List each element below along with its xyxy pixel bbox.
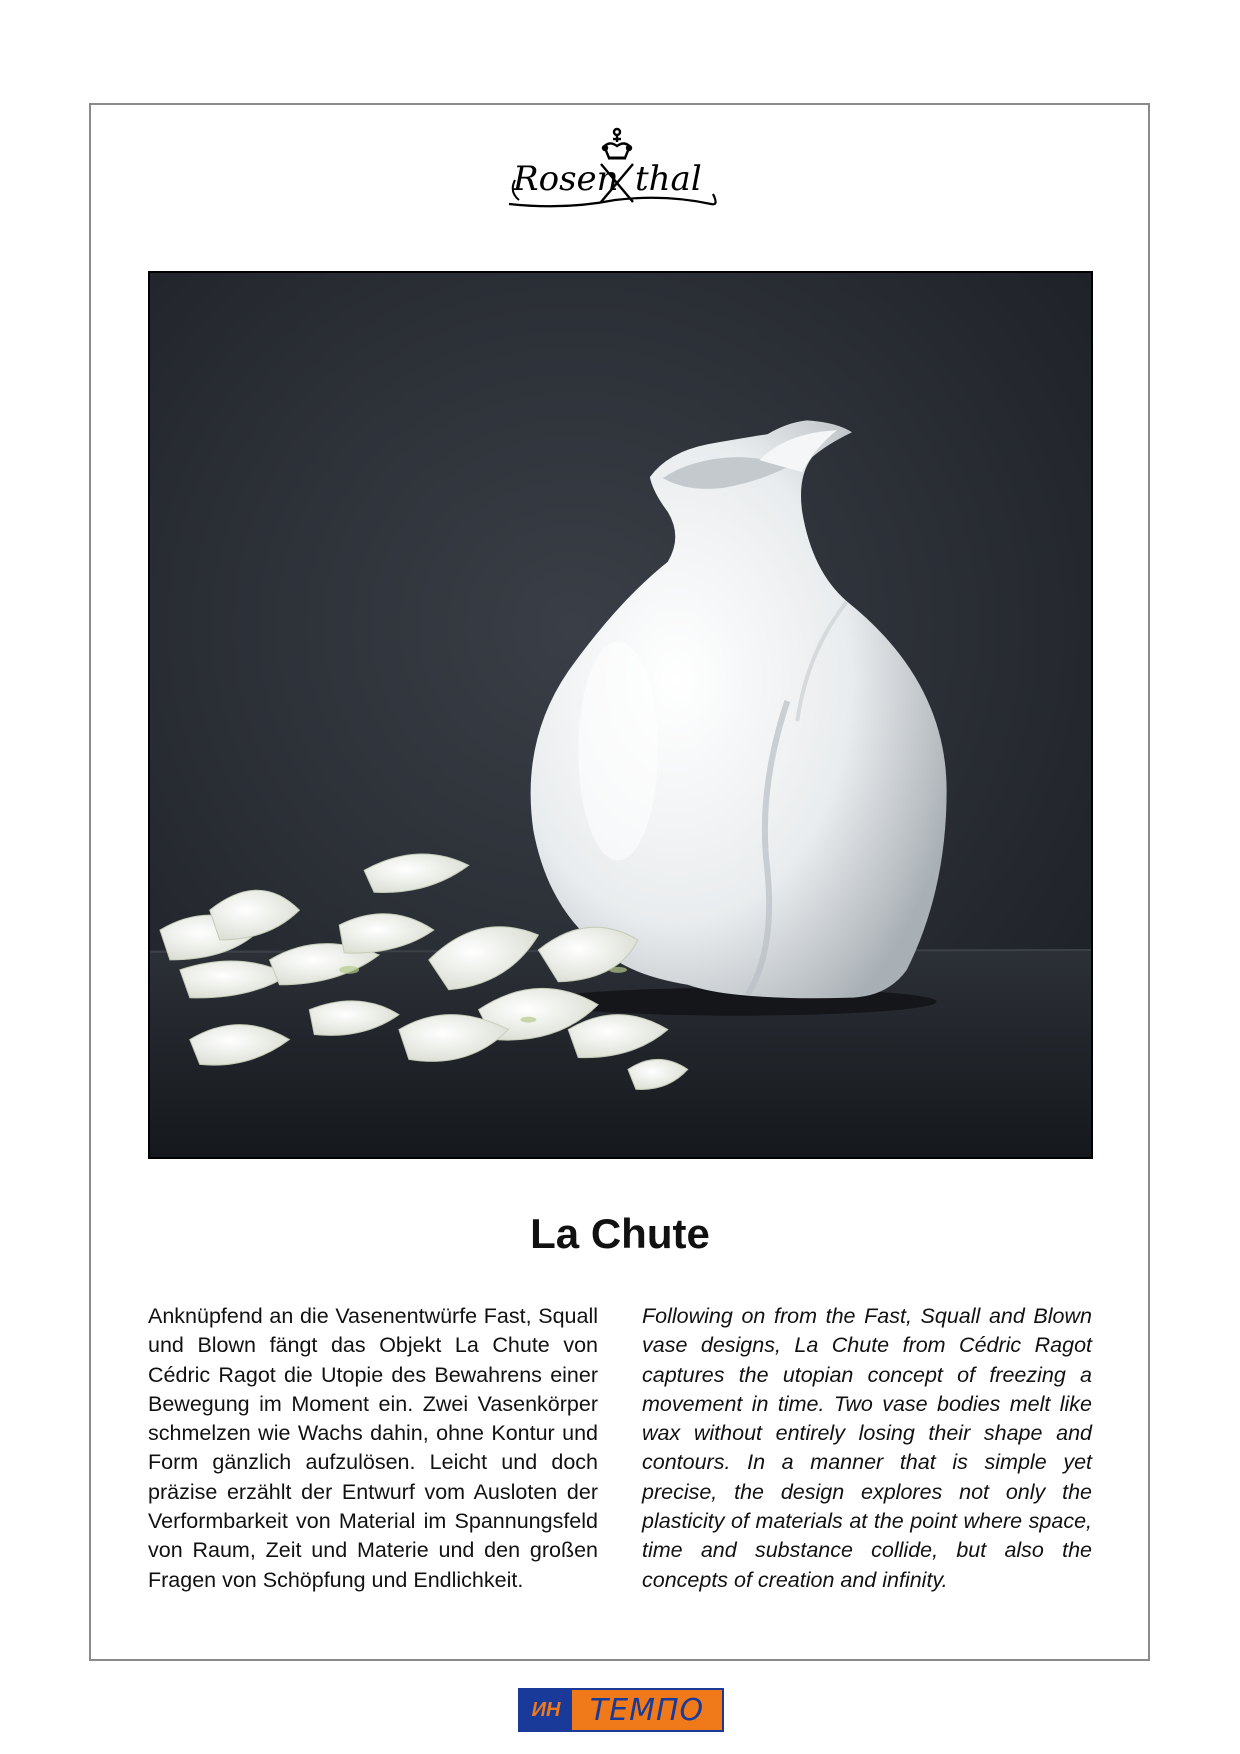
- rosenthal-logo-graphic: [505, 120, 735, 220]
- tempo-logo: [518, 1688, 724, 1732]
- svg-text:thal: thal: [635, 159, 702, 199]
- svg-text:Rosen: Rosen: [513, 159, 619, 199]
- product-title: La Chute: [530, 1210, 710, 1257]
- tempo-logo-right: ТЕМПО: [572, 1690, 722, 1730]
- description-english: Following on from the Fast, Squall and Blown vase designs, La Chute from Cédric Ragot captures the utopian concept of freezing a movement in time. Two vase bodies melt like wax without entirely losing their shape and contours. In a manner that is simple yet precise, the design explores not only the plasticity of materials at the point where space, time and substance collide, but also the concepts of creation and infinity.: [642, 1304, 1092, 1592]
- product-photo: [148, 271, 1093, 1159]
- tempo-logo-left: ИН: [520, 1690, 572, 1730]
- description-german: Anknüpfend an die Vasenentwürfe Fast, Squall und Blown fängt das Objekt La Chute von Cédric Ragot die Utopie des Bewahrens einer Bewegung im Moment ein. Zwei Vasenkörper schmelzen wie Wachs dahin, ohne Kontur und Form gänzlich aufzulösen. Leicht und doch präzise erzählt der Entwurf vom Ausloten der Verformbarkeit von Material im Spannungsfeld von Raum, Zeit und Materie und den großen Fragen von Schöpfung und Endlichkeit.: [148, 1304, 598, 1592]
- rosenthal-logo: [505, 120, 735, 220]
